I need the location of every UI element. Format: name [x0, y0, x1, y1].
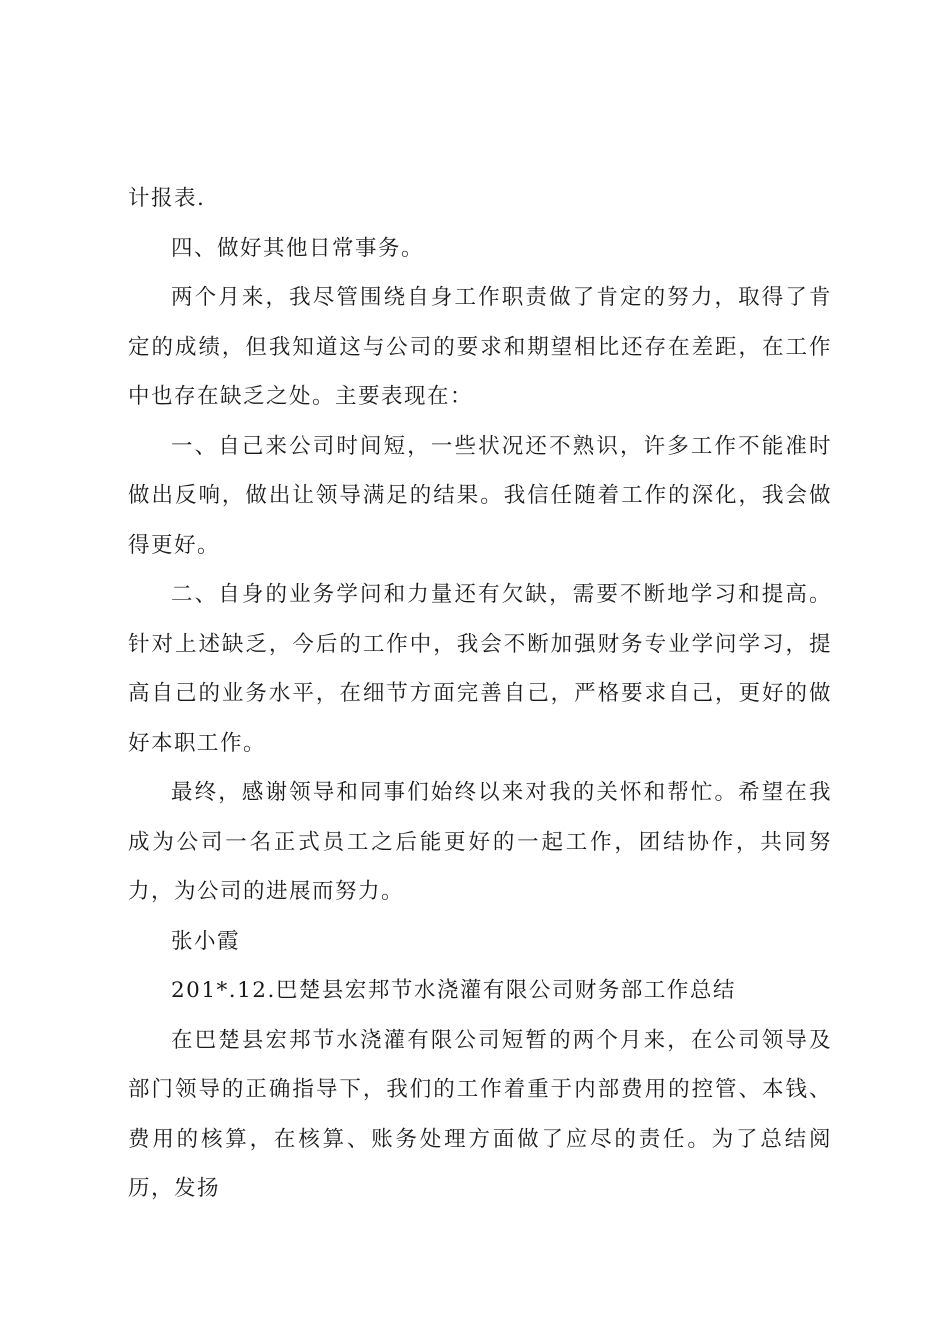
paragraph-finance-summary: 在巴楚县宏邦节水浇灌有限公司短暂的两个月来，在公司领导及部门领导的正确指导下，我们的工作着重于内部费用的控管、本钱、费用的核算，在核算、账务处理方面做了应尽的责任。为了总结阅历，发扬	[128, 1027, 832, 1201]
author-signature: 张小霞	[171, 928, 241, 954]
paragraph-summary-intro: 两个月来，我尽管围绕自身工作职责做了肯定的努力，取得了肯定的成绩，但我知道这与公司的要求和期望相比还存在差距，在工作中也存在缺乏之处。主要表现在：	[128, 285, 832, 409]
paragraph-shortcoming-two: 二、自身的业务学问和力量还有欠缺，需要不断地学习和提高。针对上述缺乏，今后的工作中，我会不断加强财务专业学问学习，提高自己的业务水平，在细节方面完善自己，严格要求自己，更好的做好本职工作。	[128, 582, 832, 756]
paragraph-item-four: 四、做好其他日常事务。	[171, 235, 425, 261]
paragraph-report-end: 计报表.	[128, 186, 206, 211]
paragraph-shortcoming-one: 一、自己来公司时间短，一些状况还不熟识，许多工作不能准时做出反响，做出让领导满足的结果。我信任随着工作的深化，我会做得更好。	[128, 433, 832, 558]
section-title: 201*.12.巴楚县宏邦节水浇灌有限公司财务部工作总结	[171, 978, 736, 1003]
document-body	[128, 174, 832, 1214]
paragraph-thanks: 最终，感谢领导和同事们始终以来对我的关怀和帮忙。希望在我成为公司一名正式员工之后能更好的一起工作，团结协作，共同努力，为公司的进展而努力。	[128, 780, 832, 904]
